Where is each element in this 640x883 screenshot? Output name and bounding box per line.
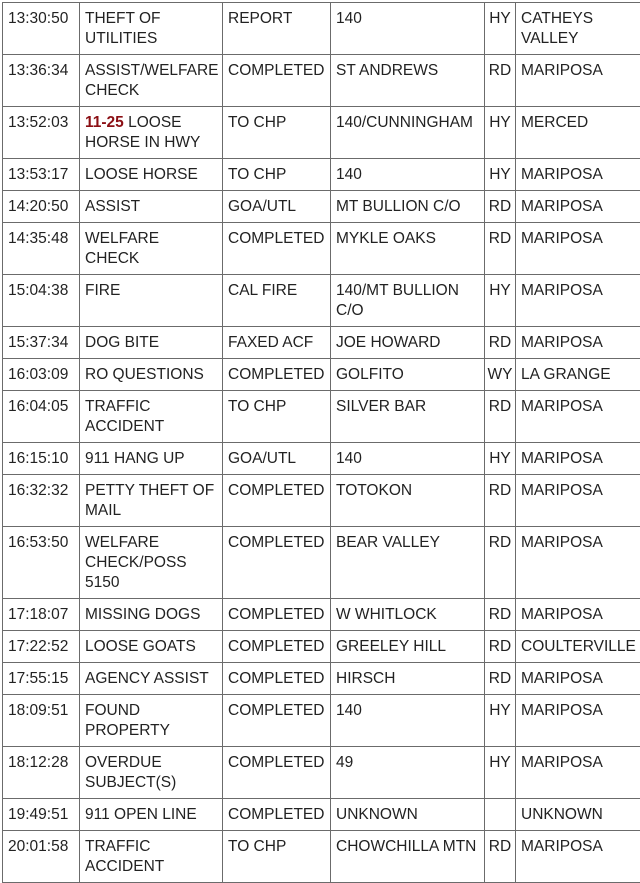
table-row (3, 695, 640, 747)
time-text: 16:32:32 (8, 482, 68, 499)
city-cell (516, 107, 640, 159)
call-log-table (2, 2, 640, 883)
time-text: 14:20:50 (8, 198, 68, 215)
disposition-cell (223, 799, 331, 831)
call-type-text: FIRE (85, 282, 120, 299)
call-type-text: TRAFFIC ACCIDENT (85, 398, 164, 435)
city-cell (516, 327, 640, 359)
table-row (3, 747, 640, 799)
location-text: CHOWCHILLA MTN (336, 838, 476, 855)
street-type-cell (485, 747, 516, 799)
call-type-cell (80, 799, 223, 831)
call-type-cell (80, 527, 223, 599)
location-text: W WHITLOCK (336, 606, 437, 623)
disposition-text: TO CHP (228, 166, 286, 183)
disposition-cell (223, 831, 331, 883)
call-type-text: WELFARE CHECK (85, 230, 159, 267)
call-type-cell (80, 747, 223, 799)
time-text: 16:04:05 (8, 398, 68, 415)
location-cell (331, 391, 485, 443)
call-type-cell (80, 831, 223, 883)
street-type-cell (485, 159, 516, 191)
call-type-cell (80, 55, 223, 107)
call-type-cell (80, 475, 223, 527)
call-code: 11-25 (85, 114, 124, 131)
street-type-text: RD (489, 62, 511, 79)
time-cell (3, 327, 80, 359)
city-text: MARIPOSA (521, 62, 603, 79)
location-text: 49 (336, 754, 353, 771)
street-type-text: RD (489, 606, 511, 623)
city-cell (516, 527, 640, 599)
street-type-cell (485, 799, 516, 831)
table-row (3, 475, 640, 527)
street-type-cell (485, 191, 516, 223)
table-row (3, 275, 640, 327)
disposition-text: COMPLETED (228, 638, 324, 655)
location-cell (331, 747, 485, 799)
location-cell (331, 631, 485, 663)
location-cell (331, 695, 485, 747)
table-row (3, 599, 640, 631)
street-type-cell (485, 527, 516, 599)
table-row (3, 631, 640, 663)
time-cell (3, 695, 80, 747)
location-text: UNKNOWN (336, 806, 418, 823)
street-type-text: RD (489, 838, 511, 855)
city-text: MARIPOSA (521, 838, 603, 855)
city-text: COULTERVILLE (521, 638, 636, 655)
location-cell (331, 663, 485, 695)
time-text: 14:35:48 (8, 230, 68, 247)
city-cell (516, 663, 640, 695)
location-text: ST ANDREWS (336, 62, 438, 79)
location-cell (331, 831, 485, 883)
disposition-cell (223, 599, 331, 631)
time-text: 13:30:50 (8, 10, 68, 27)
call-type-cell (80, 359, 223, 391)
disposition-cell (223, 55, 331, 107)
disposition-text: COMPLETED (228, 702, 324, 719)
call-type-text: DOG BITE (85, 334, 159, 351)
location-text: HIRSCH (336, 670, 395, 687)
street-type-cell (485, 327, 516, 359)
time-cell (3, 443, 80, 475)
call-type-cell (80, 159, 223, 191)
disposition-text: TO CHP (228, 114, 286, 131)
call-type-text: 911 OPEN LINE (85, 806, 197, 823)
disposition-text: TO CHP (228, 398, 286, 415)
street-type-cell (485, 55, 516, 107)
call-type-text: AGENCY ASSIST (85, 670, 209, 687)
city-text: MARIPOSA (521, 534, 603, 551)
call-type-text: ASSIST/WELFARE CHECK (85, 62, 219, 99)
street-type-cell (485, 443, 516, 475)
city-cell (516, 695, 640, 747)
time-text: 20:01:58 (8, 838, 68, 855)
disposition-text: GOA/UTL (228, 198, 296, 215)
city-cell (516, 443, 640, 475)
call-type-cell (80, 107, 223, 159)
call-type-text: FOUND PROPERTY (85, 702, 170, 739)
time-cell (3, 159, 80, 191)
time-text: 17:18:07 (8, 606, 68, 623)
call-type-text: ASSIST (85, 198, 140, 215)
location-cell (331, 359, 485, 391)
call-type-text: MISSING DOGS (85, 606, 200, 623)
disposition-cell (223, 475, 331, 527)
call-type-cell (80, 631, 223, 663)
city-cell (516, 747, 640, 799)
street-type-text: RD (489, 670, 511, 687)
time-cell (3, 107, 80, 159)
call-type-cell (80, 275, 223, 327)
disposition-text: COMPLETED (228, 534, 324, 551)
disposition-text: REPORT (228, 10, 292, 27)
city-cell (516, 159, 640, 191)
time-cell (3, 191, 80, 223)
call-type-cell (80, 695, 223, 747)
location-text: 140 (336, 166, 362, 183)
table-row (3, 159, 640, 191)
city-text: UNKNOWN (521, 806, 603, 823)
table-row (3, 831, 640, 883)
location-cell (331, 191, 485, 223)
street-type-text: RD (489, 482, 511, 499)
street-type-cell (485, 695, 516, 747)
location-cell (331, 55, 485, 107)
disposition-text: CAL FIRE (228, 282, 297, 299)
street-type-text: HY (489, 702, 511, 719)
time-text: 19:49:51 (8, 806, 68, 823)
location-text: GOLFITO (336, 366, 404, 383)
street-type-cell (485, 3, 516, 55)
disposition-cell (223, 443, 331, 475)
street-type-cell (485, 223, 516, 275)
city-text: MARIPOSA (521, 702, 603, 719)
table-row (3, 443, 640, 475)
call-type-text: WELFARE CHECK/POSS 5150 (85, 534, 187, 591)
disposition-text: COMPLETED (228, 62, 324, 79)
city-cell (516, 631, 640, 663)
time-text: 16:53:50 (8, 534, 68, 551)
disposition-text: GOA/UTL (228, 450, 296, 467)
city-text: MARIPOSA (521, 482, 603, 499)
time-cell (3, 359, 80, 391)
time-text: 17:22:52 (8, 638, 68, 655)
city-cell (516, 359, 640, 391)
street-type-cell (485, 275, 516, 327)
disposition-cell (223, 3, 331, 55)
time-cell (3, 3, 80, 55)
street-type-cell (485, 631, 516, 663)
city-text: MARIPOSA (521, 334, 603, 351)
city-text: MARIPOSA (521, 198, 603, 215)
city-text: MARIPOSA (521, 398, 603, 415)
street-type-cell (485, 831, 516, 883)
disposition-cell (223, 159, 331, 191)
disposition-cell (223, 695, 331, 747)
table-row (3, 391, 640, 443)
location-cell (331, 475, 485, 527)
time-cell (3, 275, 80, 327)
call-log-body (3, 3, 640, 883)
time-cell (3, 55, 80, 107)
call-type-cell (80, 663, 223, 695)
city-text: MARIPOSA (521, 230, 603, 247)
location-text: BEAR VALLEY (336, 534, 440, 551)
time-cell (3, 475, 80, 527)
call-type-text: OVERDUE SUBJECT(S) (85, 754, 176, 791)
street-type-text: RD (489, 398, 511, 415)
city-text: MERCED (521, 114, 588, 131)
city-cell (516, 831, 640, 883)
location-text: MT BULLION C/O (336, 198, 461, 215)
city-text: MARIPOSA (521, 670, 603, 687)
call-type-cell (80, 391, 223, 443)
time-text: 16:03:09 (8, 366, 68, 383)
call-type-cell (80, 443, 223, 475)
disposition-text: COMPLETED (228, 482, 324, 499)
disposition-text: COMPLETED (228, 806, 324, 823)
call-type-text: THEFT OF UTILITIES (85, 10, 161, 47)
location-cell (331, 327, 485, 359)
time-cell (3, 391, 80, 443)
city-cell (516, 223, 640, 275)
location-text: SILVER BAR (336, 398, 426, 415)
time-text: 15:37:34 (8, 334, 68, 351)
city-cell (516, 475, 640, 527)
disposition-text: TO CHP (228, 838, 286, 855)
call-type-cell (80, 327, 223, 359)
city-cell (516, 191, 640, 223)
time-cell (3, 223, 80, 275)
city-cell (516, 275, 640, 327)
table-row (3, 3, 640, 55)
street-type-text: HY (489, 450, 511, 467)
call-type-text: PETTY THEFT OF MAIL (85, 482, 214, 519)
call-type-cell (80, 3, 223, 55)
street-type-text: RD (489, 230, 511, 247)
time-text: 13:52:03 (8, 114, 68, 131)
disposition-cell (223, 107, 331, 159)
city-cell (516, 799, 640, 831)
street-type-text: HY (489, 282, 511, 299)
city-text: MARIPOSA (521, 166, 603, 183)
street-type-text: RD (489, 198, 511, 215)
table-row (3, 223, 640, 275)
time-cell (3, 599, 80, 631)
location-text: GREELEY HILL (336, 638, 446, 655)
street-type-text: RD (489, 334, 511, 351)
time-text: 18:09:51 (8, 702, 68, 719)
street-type-text: HY (489, 754, 511, 771)
location-text: 140 (336, 702, 362, 719)
disposition-text: COMPLETED (228, 366, 324, 383)
city-text: MARIPOSA (521, 754, 603, 771)
call-type-cell (80, 191, 223, 223)
city-cell (516, 391, 640, 443)
street-type-text: RD (489, 638, 511, 655)
call-type-text: 911 HANG UP (85, 450, 185, 467)
table-row (3, 55, 640, 107)
city-text: MARIPOSA (521, 450, 603, 467)
table-row (3, 527, 640, 599)
disposition-cell (223, 663, 331, 695)
street-type-text: RD (489, 534, 511, 551)
street-type-text: HY (489, 166, 511, 183)
call-type-text: LOOSE HORSE (85, 166, 198, 183)
location-cell (331, 275, 485, 327)
disposition-cell (223, 223, 331, 275)
location-text: 140 (336, 450, 362, 467)
time-text: 16:15:10 (8, 450, 68, 467)
disposition-cell (223, 747, 331, 799)
street-type-cell (485, 599, 516, 631)
location-text: 140/CUNNINGHAM (336, 114, 473, 131)
disposition-cell (223, 631, 331, 663)
location-text: JOE HOWARD (336, 334, 440, 351)
call-type-text: LOOSE GOATS (85, 638, 196, 655)
disposition-text: COMPLETED (228, 606, 324, 623)
location-text: 140/MT BULLION C/O (336, 282, 459, 319)
table-row (3, 663, 640, 695)
disposition-cell (223, 275, 331, 327)
table-row (3, 191, 640, 223)
time-text: 15:04:38 (8, 282, 68, 299)
time-text: 13:53:17 (8, 166, 68, 183)
disposition-text: COMPLETED (228, 230, 324, 247)
disposition-cell (223, 327, 331, 359)
street-type-cell (485, 391, 516, 443)
city-cell (516, 3, 640, 55)
city-text: LA GRANGE (521, 366, 611, 383)
time-text: 17:55:15 (8, 670, 68, 687)
location-cell (331, 159, 485, 191)
time-cell (3, 831, 80, 883)
street-type-cell (485, 475, 516, 527)
disposition-text: FAXED ACF (228, 334, 313, 351)
street-type-text: HY (489, 114, 511, 131)
time-cell (3, 799, 80, 831)
location-cell (331, 223, 485, 275)
call-type-text: RO QUESTIONS (85, 366, 204, 383)
street-type-cell (485, 359, 516, 391)
call-type-text: TRAFFIC ACCIDENT (85, 838, 164, 875)
table-row (3, 107, 640, 159)
location-cell (331, 3, 485, 55)
disposition-cell (223, 359, 331, 391)
time-cell (3, 663, 80, 695)
street-type-text: WY (488, 366, 513, 383)
table-row (3, 359, 640, 391)
location-text: 140 (336, 10, 362, 27)
city-text: MARIPOSA (521, 282, 603, 299)
street-type-cell (485, 663, 516, 695)
disposition-text: COMPLETED (228, 754, 324, 771)
location-text: MYKLE OAKS (336, 230, 436, 247)
disposition-cell (223, 191, 331, 223)
street-type-text: HY (489, 10, 511, 27)
location-cell (331, 599, 485, 631)
city-cell (516, 599, 640, 631)
table-row (3, 327, 640, 359)
location-cell (331, 799, 485, 831)
location-cell (331, 443, 485, 475)
city-text: CATHEYS VALLEY (521, 10, 593, 47)
location-cell (331, 527, 485, 599)
time-text: 18:12:28 (8, 754, 68, 771)
time-cell (3, 747, 80, 799)
table-row (3, 799, 640, 831)
time-text: 13:36:34 (8, 62, 68, 79)
location-text: TOTOKON (336, 482, 412, 499)
call-type-cell (80, 599, 223, 631)
disposition-cell (223, 527, 331, 599)
disposition-text: COMPLETED (228, 670, 324, 687)
call-type-text: LOOSE HORSE IN HWY (85, 114, 200, 151)
time-cell (3, 631, 80, 663)
call-type-cell (80, 223, 223, 275)
location-cell (331, 107, 485, 159)
street-type-cell (485, 107, 516, 159)
city-cell (516, 55, 640, 107)
disposition-cell (223, 391, 331, 443)
time-cell (3, 527, 80, 599)
city-text: MARIPOSA (521, 606, 603, 623)
